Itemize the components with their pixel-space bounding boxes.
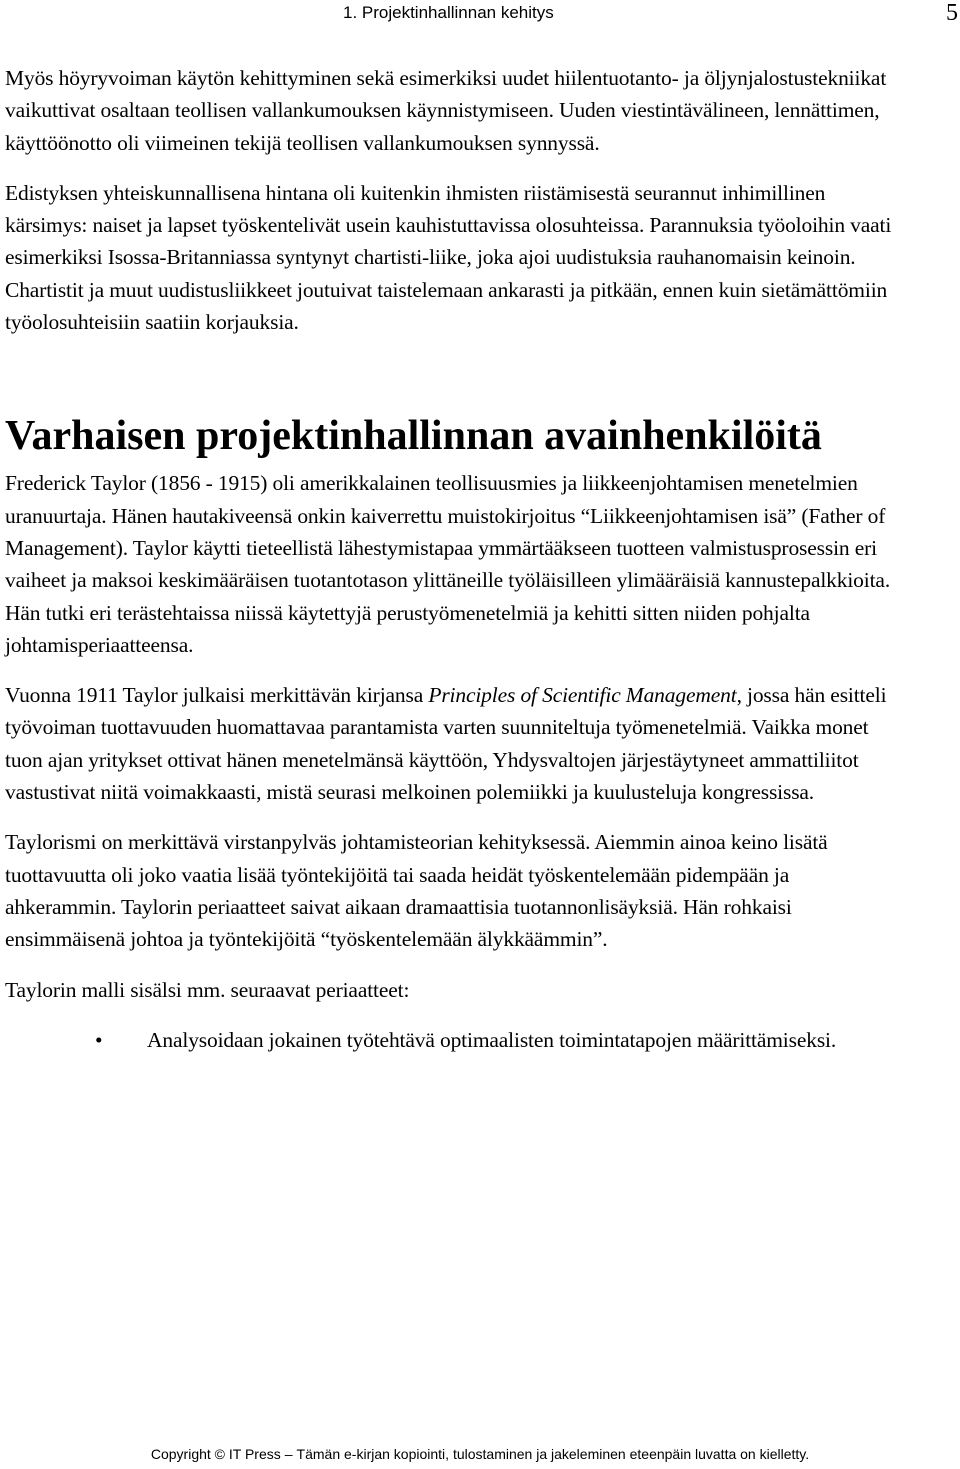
book-title: Principles of Scientific Management <box>428 683 737 708</box>
list-item-text: Analysoidaan jokainen työtehtävä optimaalisten toimintatapojen määrittämiseksi. <box>147 1027 837 1052</box>
page-number: 5 <box>946 0 958 26</box>
copyright-text: Copyright © IT Press <box>150 1446 281 1462</box>
principles-list <box>5 1024 895 1056</box>
principles-intro: Taylorin malli sisälsi mm. seuraavat periaatteet: <box>5 977 410 1002</box>
intro-paragraph-2: Edistyksen yhteiskunnallisena hintana oli kuitenkin ihmisten riistämisestä seurannut inhimillinen kärsimys: naiset ja lapset työskentelivät usein kauhistuttavissa olosuhteissa. Parannuksia työoloihin vaati esimerkiksi Isossa-Britanniassa syntynyt chartisti-liike, joka ajoi uudistuksia rauhanomaisin keinoin. Chartistit ja muut uudistusliikkeet joutuivat taistelemaan ankarasti ja pitkään, ennen kuin sietämättömiin työolosuhteisiin saatiin korjauksia. <box>5 180 892 335</box>
taylor-paragraph-2 <box>5 679 895 808</box>
taylor-paragraph-2-end: , jossa hän esitteli työvoiman tuottavuuden huomattavaa parantamista varten suunniteltuja työmenetelmiä. Vaikka monet tuon ajan yritykset ottivat hänen menetelmänsä käyttöön, Yhdysvaltojen järjestäytyneet ammattiliitot vastustivat niitä voimakkaasti, mistä seurasi melkoinen polemiikki ja kuulusteluja kongressissa. <box>5 683 887 805</box>
copyright-footer <box>0 1446 960 1462</box>
taylor-paragraph-1: Frederick Taylor (1856 - 1915) oli amerikkalainen teollisuusmies ja liikkeenjohtamisen menetelmien uranuurtaja. Hänen hautakiveensä onkin kaiverrettu muistokirjoitus “Liikkeenjohtamisen isä” (Father of Management). Taylor käytti tieteellistä lähestymistapaa ymmärtääkseen tuotteen valmistusprosessin eri vaiheet ja maksoi keskimääräisen tuotantotason ylittäneille työläisilleen ylimääräisiä kannustepalkkioita. Hän tutki eri terästehtaissa niissä käytettyjä perustyömenetelmiä ja kehitti sitten niiden pohjalta johtamisperiaatteensa. <box>5 471 891 657</box>
page-body <box>5 62 895 1056</box>
section-heading: Varhaisen projektinhallinnan avainhenkilöitä <box>5 413 822 460</box>
taylor-paragraph-2-start: Vuonna 1911 Taylor julkaisi merkittävän kirjansa <box>5 683 429 708</box>
intro-paragraph-1: Myös höyryvoiman käytön kehittyminen sekä esimerkiksi uudet hiilentuotanto- ja öljynjalostustekniikat vaikuttivat osaltaan teollisen vallankumouksen käynnistymiseen. Uuden viestintävälineen, lennättimen, käyttöönotto oli viimeinen tekijä teollisen vallankumouksen synnyssä. <box>5 66 887 155</box>
bullet-icon: • <box>95 1027 103 1052</box>
taylorism-paragraph: Taylorismi on merkittävä virstanpylväs johtamisteorian kehityksessä. Aiemmin ainoa keino lisätä tuottavuutta oli joko vaatia lisää työntekijöitä tai saada heidät työskentelemään pidempään ja ahkerammin. Taylorin periaatteet saivat aikaan dramaattisia tuotannonlisäyksiä. Hän rohkaisi ensimmäisenä johtoa ja työntekijöitä “työskentelemään älykkäämmin”. <box>5 830 828 952</box>
list-item <box>5 1024 895 1056</box>
running-head: 1. Projektinhallinnan kehitys <box>343 3 554 22</box>
copyright-notice: Tämän e-kirjan kopiointi, tulostaminen ja jakeleminen eteenpäin luvatta on kielletty. <box>296 1446 810 1462</box>
footer-dash: – <box>284 1446 293 1462</box>
